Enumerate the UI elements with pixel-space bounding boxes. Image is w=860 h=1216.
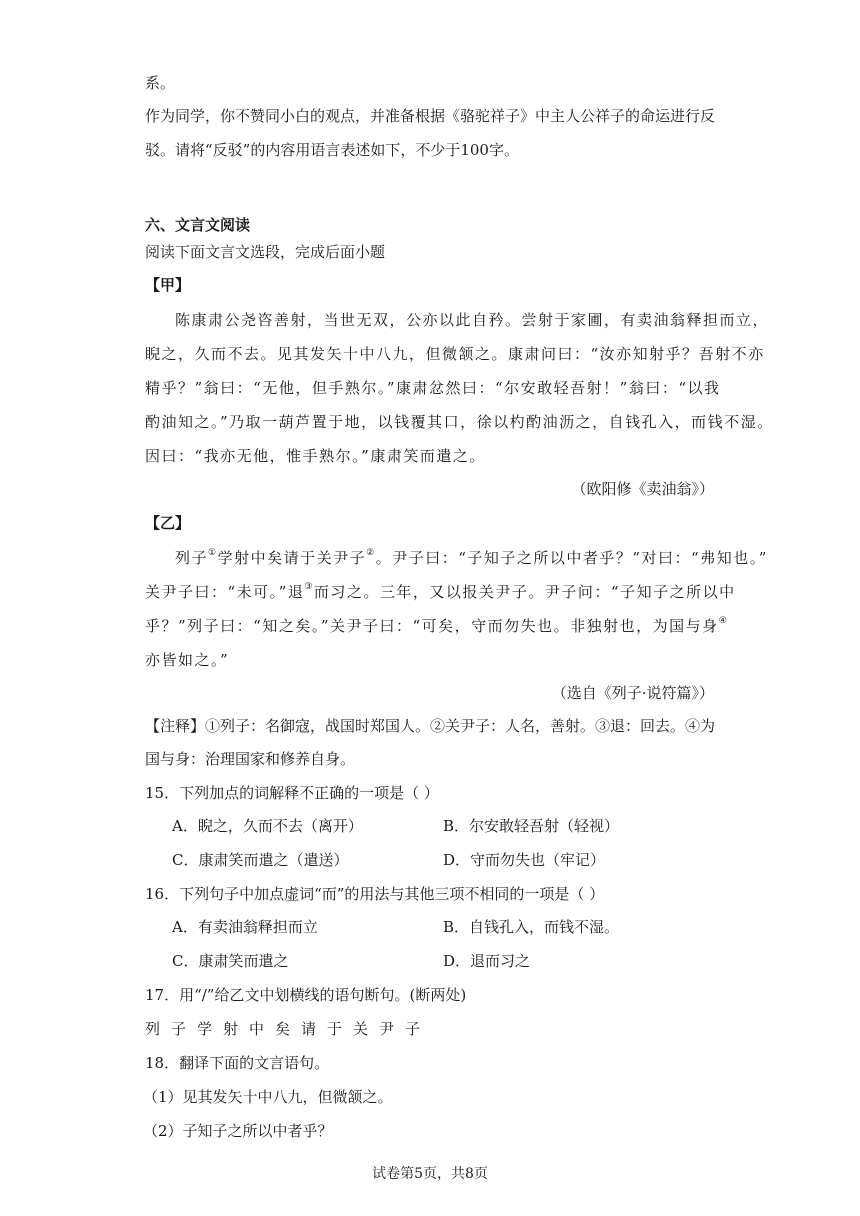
jia-line-5: 因曰：“我亦无他，惟手熟尔。”康肃笑而遣之。 [145, 447, 486, 465]
q17-stem: 17．用“/”给乙文中划横线的语句断句。(断两处) [145, 986, 467, 1004]
q16-option-c: C．康肃笑而遣之 [172, 952, 289, 970]
q15-stem: 15．下列加点的词解释不正确的一项是（ ） [145, 784, 439, 802]
note-mark-2: ② [366, 548, 376, 558]
q15-option-d: D．守而勿失也（牢记） [443, 851, 606, 869]
jia-line-3: 精乎？”翁曰：“无他，但手熟尔。”康肃忿然曰：“尔安敢轻吾射！”翁曰：“以我 [145, 379, 721, 397]
yi-line-2-b: 而习之。三年，又以报关尹子。尹子问：“子知子之所以中 [313, 583, 736, 601]
q16-option-b: B．自钱孔入，而钱不湿。 [443, 918, 620, 936]
jia-line-2: 睨之，久而不去。见其发矢十中八九，但微颔之。康肃问曰：“汝亦知射乎？吾射不亦 [145, 345, 765, 363]
yi-line-3 [145, 616, 728, 636]
note-mark-1: ① [208, 548, 218, 558]
q18-item-1: （1）见其发矢十中八九，但微颔之。 [143, 1088, 393, 1106]
note-mark-3: ③ [304, 582, 314, 592]
q16-option-d: D．退而习之 [443, 952, 531, 970]
page-footer: 试卷第5页，共8页 [372, 1166, 488, 1182]
jia-line-1: 陈康肃公尧咨善射，当世无双，公亦以此自矜。尝射于家圃，有卖油翁释担而立， [175, 311, 770, 329]
note-mark-4: ④ [718, 616, 729, 626]
jia-label: 【甲】 [145, 276, 191, 294]
intro-line-2: 作为同学，你不赞同小白的观点，并准备根据《骆驼祥子》中主人公祥子的命运进行反 [145, 107, 716, 125]
section-instruction: 阅读下面文言文选段，完成后面小题 [145, 243, 386, 261]
yi-underlined-sentence-end: 学射中矣请于关尹子 [217, 549, 367, 567]
q18-stem: 18．翻译下面的文言语句。 [145, 1054, 330, 1072]
yi-line-1 [175, 548, 768, 568]
jia-source: （欧阳修《卖油翁》） [571, 480, 714, 498]
q17-sentence: 列子学射中矣请于关尹子 [145, 1020, 432, 1038]
q16-option-a: A．有卖油翁释担而立 [172, 918, 318, 936]
q15-option-b: B．尔安敢轻吾射（轻视） [443, 817, 620, 835]
yi-line-3-a: 乎？”列子曰：“知之矣。”关尹子曰：“可矣，守而勿失也。非独射也，为国与身 [145, 617, 719, 635]
yi-line-2-a: 关尹子曰：“未可。”退 [145, 583, 305, 601]
section-title: 六、文言文阅读 [145, 216, 251, 234]
q18-item-2: （2）子知子之所以中者乎？ [143, 1122, 333, 1140]
notes-line-1: 【注释】①列子：名御寇，战国时郑国人。②关尹子：人名，善射。③退：回去。④为 [145, 717, 716, 735]
q15-option-a: A．睨之，久而不去（离开） [172, 817, 363, 835]
q16-stem: 16．下列句子中加点虚词“而”的用法与其他三项不相同的一项是（ ） [145, 885, 605, 903]
yi-line-1-rest: 。尹子曰：“子知子之所以中者乎？”对曰：“弗知也。” [375, 549, 768, 567]
intro-line-1: 系。 [145, 74, 176, 92]
jia-line-4: 酌油知之。”乃取一葫芦置于地，以钱覆其口，徐以杓酌油沥之，自钱孔入，而钱不湿。 [145, 413, 774, 431]
notes-line-2: 国与身：治理国家和修养自身。 [145, 750, 356, 768]
yi-source: （选自《列子·说符篇》） [551, 684, 714, 702]
yi-underlined-sentence-start: 列子 [175, 549, 209, 567]
yi-line-4: 亦皆如之。” [145, 651, 230, 669]
intro-line-3: 驳。请将“反驳”的内容用语言表述如下，不少于100字。 [145, 141, 519, 159]
yi-line-2 [145, 582, 736, 602]
q15-option-c: C．康肃笑而遣之（遣送） [172, 851, 349, 869]
yi-label: 【乙】 [145, 514, 191, 532]
